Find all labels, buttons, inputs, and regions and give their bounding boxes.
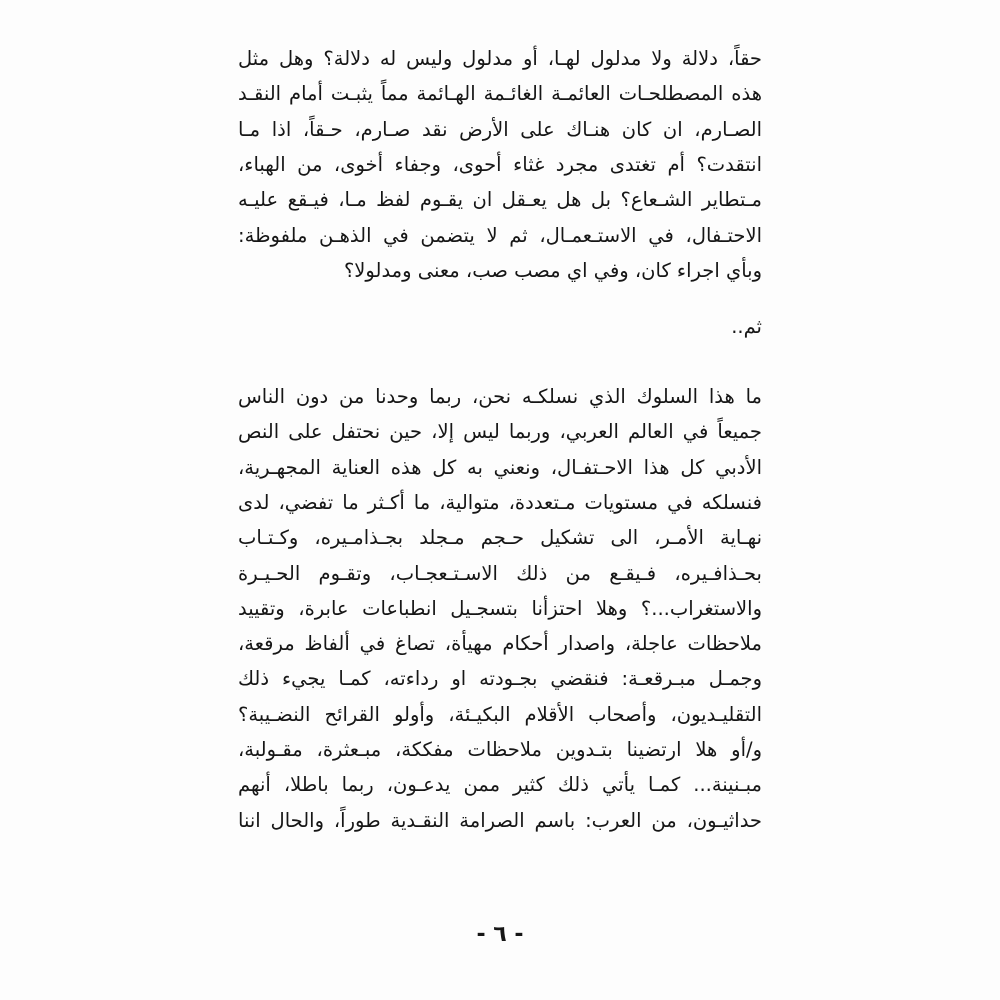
- text-line: ما هذا السلوك الذي نسلكـه نحن، ربما وحدنا من دون الناس: [238, 385, 762, 408]
- text-line: التقليـديون، وأصحاب الأقلام البكيـئة، وأولو القرائح النضـيبة؟: [238, 702, 762, 726]
- text-line: بحـذافـيره، فـيقـع من ذلك الاسـتـعجـاب، وتقـوم الحـيـرة: [238, 561, 762, 585]
- text-line: جميعاً في العالم العربي، وربما ليس إلا، حين نحتفل على النص: [238, 420, 762, 444]
- text-line: و/أو هلا ارتضينا بتـدوين ملاحظات مفككة، مبـعثرة، مقـولبة،: [238, 738, 762, 761]
- short-line: ثم..: [731, 315, 762, 338]
- text-line: هذه المصطلحـات العائمـة الغائـمة الهـائمة مماً يثبـت أمام النقـد: [238, 82, 762, 106]
- text-line: فنسلكه في مستويات مـتعددة، متوالية، ما أكـثر ما تفضي، لدى: [238, 490, 762, 514]
- text-line: الأدبي كل هذا الاحـتفـال، ونعني به كل هذه العناية المجهـرية،: [238, 455, 762, 479]
- text-line: الصـارم، ان كان هنـاك على الأرض نقد صـارم، حـقاً، اذا مـا: [238, 117, 762, 141]
- page-number: - ٦ -: [476, 922, 524, 947]
- text-line: مـتطاير الشـعاع؟ بل هل يعـقل ان يقـوم لفظ مـا، فيـقع عليـه: [238, 188, 762, 212]
- text-line: حقاً، دلالة ولا مدلول لهـا، أو مدلول وليس له دلالة؟ وهل مثل: [238, 47, 762, 70]
- text-line: والاستغراب...؟ وهلا احتزأنا بتسجـيل انطباعات عابرة، وتقييد: [238, 596, 762, 620]
- text-line: مبـنينة... كمـا يأتي ذلك كثير ممن يدعـون، ربما باطلا، أنهم: [238, 773, 762, 797]
- text-line: وجمـل مبـرقعـة: فنقضي بجـودته او رداءته، كمـا يجيء ذلك: [238, 667, 762, 691]
- text-line: انتقدت؟ أم تغتدى مجرد غثاء أحوى، وجفاء أخوى، من الهباء،: [238, 152, 762, 176]
- text-line: نهـاية الأمـر، الى تشكيل حـجم مـجلد بجـذامـيره، وكـتـاب: [238, 526, 762, 550]
- text-line: ملاحظات عاجلة، واصدار أحكام مهيأة، تصاغ في ألفاظ مرقعة،: [238, 632, 762, 656]
- text-line: وبأي اجراء كان، وفي اي مصب صب، معنى ومدلولا؟: [343, 258, 762, 282]
- text-line: الاحتـفال، في الاستـعمـال، ثم لا يتضمن في الذهـن ملفوظة:: [238, 223, 762, 247]
- text-line: حداثيـون، من العرب: باسم الصرامة النقـدية طوراً، والحال اننا: [238, 808, 762, 832]
